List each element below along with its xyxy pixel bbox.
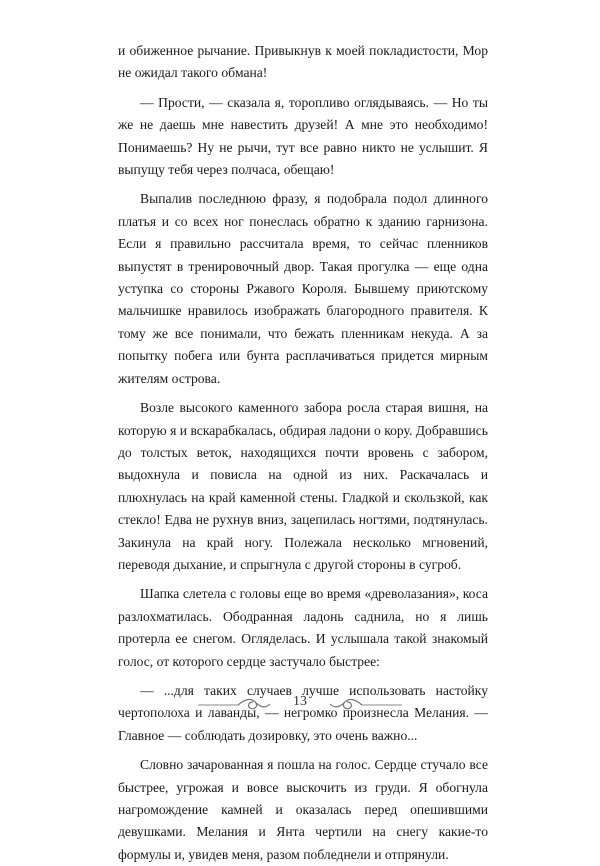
paragraph-3: Выпалив последнюю фразу, я подобрала подол длинного платья и со всех ног понеслась обратно к зданию гарнизона. Если я правильно рассчитала время, то сейчас пленников выпустят в тренировочный двор. Такая прогулка — еще одна уступка со стороны Ржавого Короля. Бывшему приютскому мальчишке нравилось изображать благородного правителя. К тому же все понимали, что бежать пленникам некуда. А за попытку побега или бунта расплачиваться придется мирным жителям острова. <box>118 191 488 386</box>
body-text <box>118 40 488 866</box>
paragraph-6: — ...для таких случаев лучше использовать настойку чертополоха и лаванды, — негромко произнесла Мелания. — Главное — соблюдать дозировку, это очень важно... <box>118 682 488 743</box>
paragraph-4: Возле высокого каменного забора росла старая вишня, на которую я и вскарабкалась, обдирая ладони о кору. Добравшись до толстых веток, находящихся почти вровень с забором, выдохнула и повисла на одной из них. Раскачалась и плюхнулась на край каменной стены. Гладкой и скользкой, как стекло! Едва не рухнув вниз, зацепилась ногтями, подтянулась. Закинула на край ногу. Полежала несколько мгновений, переводя дыхание, и спрыгнула с другой стороны в сугроб. <box>118 400 488 572</box>
paragraph-1: и обиженное рычание. Привыкнув к моей покладистости, Мор не ожидал такого обмана! <box>118 43 488 81</box>
page-number: 13 <box>293 694 307 709</box>
paragraph-7: Словно зачарованная я пошла на голос. Сердце стучало все быстрее, угрожая и вовсе выскочить из груди. Я обогнула нагромождение камней и оказалась перед опешившими девушками. Мелания и Янта чертили на снегу какие-то формулы и, увидев меня, разом побледнели и отпрянули. <box>118 757 488 862</box>
paragraph-5: Шапка слетела с головы еще во время «древолазания», коса разлохматилась. Ободранная ладонь саднила, но я лишь протерла ее снегом. Огляделась. И услышала такой знакомый голос, от которого сердце застучало быстрее: <box>118 586 488 669</box>
page-footer <box>0 690 600 720</box>
paragraph-2: — Прости, — сказала я, торопливо оглядываясь. — Но ты же не даешь мне навестить друзей! А мне это необходимо! Понимаешь? Ну не рычи, тут все равно никто не услышит. Я выпущу тебя через полчаса, обещаю! <box>118 94 488 178</box>
